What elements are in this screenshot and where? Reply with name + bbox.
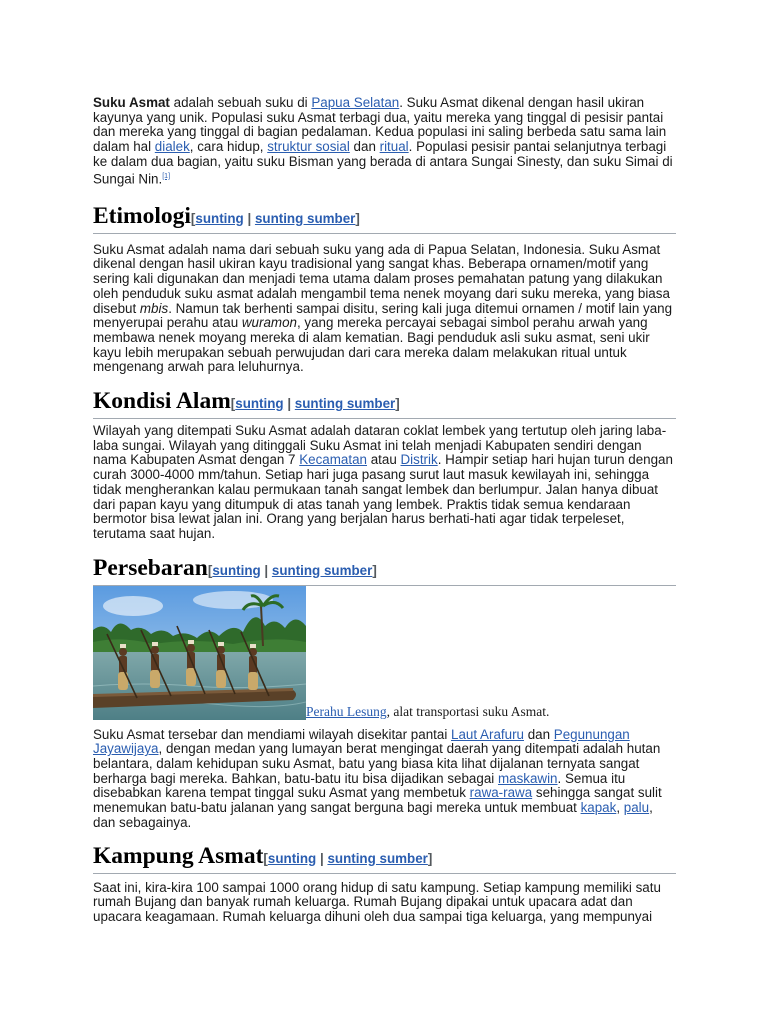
link-perahu-lesung[interactable]: Perahu Lesung [306, 703, 387, 719]
figure [93, 586, 676, 720]
body-text: , [616, 800, 624, 816]
kondisi-paragraph [93, 424, 676, 542]
heading-title: Kampung Asmat [93, 842, 264, 869]
bracket: ] [355, 210, 360, 226]
separator: | [316, 850, 328, 866]
body-text: Saat ini, kira-kira 100 sampai 1000 orang hidup di satu kampung. Setiap kampung memiliki satu rumah Bujang dan banyak rumah keluarga. Rumah Bujang dipakai untuk upacara adat dan upacara keagamaan. Rumah keluarga dihuni oleh dua sampai tiga keluarga, yang mempunyai [93, 879, 661, 924]
edit-source-link[interactable]: sunting sumber [294, 396, 396, 412]
edit-source-link[interactable]: sunting sumber [254, 210, 356, 226]
body-text: , yang mereka percayai sebagai simbol perahu arwah yang membawa nenek moyang mereka di alam kematian. Bagi penduduk asli suku asmat, seni ukir kayu lebih merupakan sebuah perwujudan dari cara mereka dalam melakukan ritual untuk mengenang arwah para leluhurnya. [93, 315, 650, 375]
link-pegunungan-jayawijaya[interactable]: Pegunungan Jayawijaya [93, 726, 630, 757]
etimologi-paragraph [93, 243, 676, 375]
body-text: . Semua itu disebabkan karena tempat tinggal suku Asmat yang membetuk [93, 770, 626, 801]
intro-bold: Suku Asmat [93, 95, 170, 110]
intro-text: dan [349, 139, 380, 155]
body-text: dan [523, 726, 554, 742]
intro-text: . Populasi pesisir pantai selanjutnya terbagi ke dalam dua bagian, yaitu suku Bisman yang berada di antara Sungai Sinesty, dan suku Simai di Sungai Nin. [93, 139, 673, 186]
edit-link[interactable]: sunting [195, 210, 244, 226]
link-palu[interactable]: palu [623, 800, 650, 816]
bracket: [ [230, 396, 236, 412]
body-text: Suku Asmat adalah nama dari sebuah suku yang ada di Papua Selatan, Indonesia. Suku Asmat dikenal dengan hasil ukiran kayu tradisional yang sangat khas. Beberapa ornamen/motif yang sering kali digunakan dan menjadi tema utama dalam proses pemahatan patung yang dilakukan oleh penduduk suku asmat adalah mengambil tema nenek moyang dari suku mereka, yang biasa disebut [93, 241, 670, 316]
edit-links [231, 396, 400, 411]
link-laut-arafuru[interactable]: Laut Arafuru [451, 726, 524, 742]
section-heading-kampung-asmat [93, 843, 676, 874]
separator: | [283, 396, 295, 412]
body-text: Wilayah yang ditempati Suku Asmat adalah dataran coklat lembek yang tertutup oleh jaring laba-laba sungai. Wilayah yang ditinggali Suku Asmat ini telah menjadi Kabupaten sendiri dengan nama Kabupaten Asmat dengan 7 [93, 423, 667, 468]
bracket: [ [190, 210, 196, 226]
edit-links [208, 563, 377, 578]
canoe-photo[interactable] [93, 586, 306, 720]
bracket: [ [207, 562, 213, 578]
intro-text: , cara hidup, [189, 139, 268, 155]
figure-caption [306, 704, 549, 720]
reference-link[interactable]: [1] [162, 172, 171, 180]
section-heading-kondisi-alam [93, 388, 676, 419]
link-ritual[interactable]: ritual [379, 139, 409, 155]
persebaran-paragraph [93, 728, 676, 831]
bracket: ] [427, 850, 433, 866]
body-text: , dengan medan yang lumayan berat mengingat daerah yang ditempati adalah hutan belantara, dalam kehidupan suku Asmat, batu yang biasa kita lihat dijalanan ternyata sangat berharga bagi mereka. Bahkan, batu-batu itu bisa dijadikan sebagai [93, 741, 661, 786]
body-text: atau [366, 452, 401, 468]
link-distrik[interactable]: Distrik [400, 452, 438, 468]
separator: | [243, 210, 255, 226]
link-papua-selatan[interactable]: Papua Selatan [311, 95, 400, 110]
section-heading-etimologi [93, 203, 676, 234]
body-text: Suku Asmat tersebar dan mendiami wilayah disekitar pantai [93, 726, 452, 742]
edit-link[interactable]: sunting [212, 562, 261, 578]
heading-title: Kondisi Alam [93, 388, 231, 415]
intro-text: adalah sebuah suku di [169, 95, 312, 110]
caption-text: , alat transportasi suku Asmat. [386, 703, 550, 719]
intro-text: . Suku Asmat dikenal dengan hasil ukiran kayunya yang unik. Populasi suku Asmat terbagi dua, yaitu mereka yang tinggal di pesisir pantai dan mereka yang tinggal di bagian pedalaman. Kedua populasi ini saling berbeda satu sama lain dalam hal [93, 95, 667, 155]
italic-term: mbis [139, 300, 169, 316]
bracket: [ [263, 850, 268, 866]
link-dialek[interactable]: dialek [154, 139, 190, 155]
body-text: , dan sebagainya. [93, 800, 653, 830]
intro-paragraph [93, 96, 676, 187]
edit-links [191, 211, 360, 226]
edit-link[interactable]: sunting [267, 850, 317, 866]
link-kecamatan[interactable]: Kecamatan [299, 452, 367, 468]
link-maskawin[interactable]: maskawin [497, 770, 558, 786]
body-text: . Namun tak berhenti sampai disitu, sering kali juga ditemui ornamen / motif lain yang menyerupai perahu atau [93, 300, 673, 331]
edit-source-link[interactable]: sunting sumber [327, 850, 428, 866]
bracket: ] [372, 562, 377, 578]
body-text: sehingga sangat sulit menemukan batu-batu jalanan yang sangat berguna bagi mereka untuk membuat [93, 785, 662, 816]
edit-source-link[interactable]: sunting sumber [271, 562, 373, 578]
bracket: ] [395, 396, 400, 412]
link-rawa-rawa[interactable]: rawa-rawa [469, 785, 533, 801]
edit-links [263, 851, 432, 866]
article-body [93, 96, 676, 925]
body-text: . Hampir setiap hari hujan turun dengan curah 3000-4000 mm/tahun. Setiap hari juga pasang surut laut masuk kewilayah ini, sehingga tidak mengherankan kalau permukaan tanah sangat lembek dan berlumpur. Jalan hanya dibuat dari papan kayu yang ditumpuk di atas tanah yang lembek. Praktis tidak semua kendaraan bermotor bisa lewat jalan ini. Orang yang berjalan harus berhati-hati agar tidak terpeleset, terutama saat hujan. [93, 452, 673, 541]
separator: | [260, 562, 272, 578]
edit-link[interactable]: sunting [235, 396, 284, 412]
heading-title: Etimologi [93, 202, 191, 229]
heading-title: Persebaran [93, 554, 208, 581]
kampung-paragraph [93, 881, 676, 925]
link-kapak[interactable]: kapak [580, 800, 617, 816]
link-struktur-sosial[interactable]: struktur sosial [267, 139, 350, 155]
italic-term: wuramon [241, 315, 297, 331]
section-heading-persebaran [93, 555, 676, 586]
